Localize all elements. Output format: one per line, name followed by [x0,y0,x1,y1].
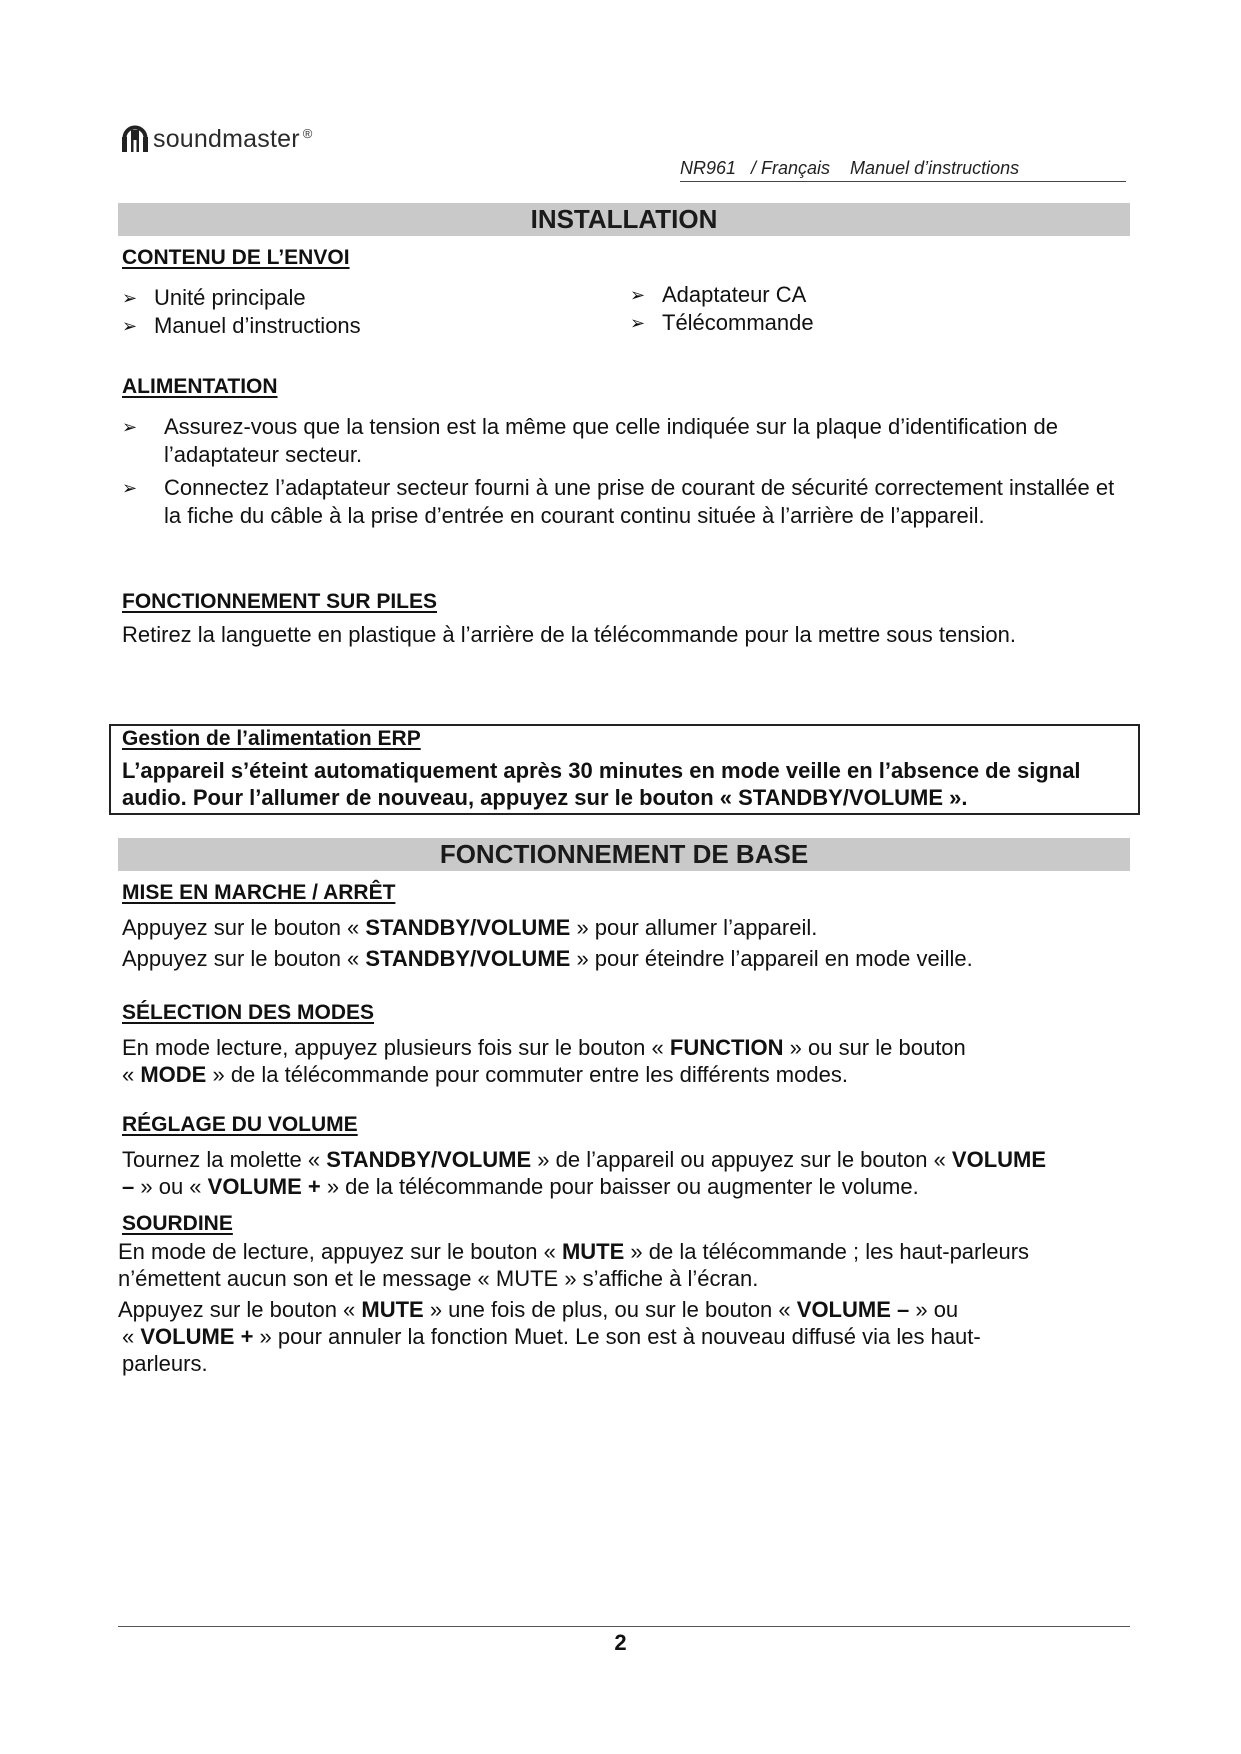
brand-name: soundmaster [153,125,300,153]
mute-line-2: n’émettent aucun son et le message « MUTE » s’affiche à l’écran. [118,1266,759,1291]
heading-erp: Gestion de l’alimentation ERP [122,727,421,750]
arrow-bullet-icon: ➢ [122,478,138,498]
list-item: ➢ Assurez-vous que la tension est la même que celle indiquée sur la plaque d’identification de l’adaptateur secteur. [122,414,1058,467]
contents-list-left [122,284,361,340]
on-off-line-1: Appuyez sur le bouton « STANDBY/VOLUME » pour allumer l’appareil. [122,915,818,940]
brand-logo [120,124,312,154]
contents-list-right [630,281,814,337]
heading-volume: RÉGLAGE DU VOLUME [122,1113,358,1136]
page-number: 2 [614,1630,627,1655]
mute-line-5: parleurs. [122,1351,208,1376]
battery-text: Retirez la languette en plastique à l’arrière de la télécommande pour la mettre sous tension. [122,622,1016,647]
section-title-installation: INSTALLATION [118,203,1130,236]
volume-line-2: – » ou « VOLUME + » de la télécommande pour baisser ou augmenter le volume. [122,1174,919,1199]
mute-line-3: Appuyez sur le bouton « MUTE » une fois de plus, ou sur le bouton « VOLUME – » ou [118,1297,959,1322]
heading-on-off: MISE EN MARCHE / ARRÊT [122,881,396,904]
list-item: ➢ Connectez l’adaptateur secteur fourni à une prise de courant de sécurité correctement installée et la fiche du câble à la prise d’entrée en courant continu située à l’arrière de l’appareil. [122,475,1115,528]
mute-line-1: En mode de lecture, appuyez sur le bouton « MUTE » de la télécommande ; les haut-parleurs [118,1239,1030,1264]
registered-mark: ® [302,126,313,141]
volume-line-1: Tournez la molette « STANDBY/VOLUME » de l’appareil ou appuyez sur le bouton « VOLUME [122,1147,1047,1172]
erp-text: L’appareil s’éteint automatiquement après 30 minutes en mode veille en l’absence de signal audio. Pour l’allumer de nouveau, appuyez sur le bouton « STANDBY/VOLUME ». [122,758,1081,810]
heading-mute: SOURDINE [122,1212,233,1235]
list-item: ➢ Manuel d’instructions [122,313,361,338]
list-item: ➢ Télécommande [630,310,814,335]
heading-battery: FONCTIONNEMENT SUR PILES [122,590,438,613]
on-off-line-2: Appuyez sur le bouton « STANDBY/VOLUME » pour éteindre l’appareil en mode veille. [122,946,973,971]
heading-contents: CONTENU DE L’ENVOI [122,246,350,269]
arrow-bullet-icon: ➢ [630,313,646,333]
list-item: ➢ Unité principale [122,285,306,310]
modes-line-1: En mode lecture, appuyez plusieurs fois sur le bouton « FUNCTION » ou sur le bouton [122,1035,966,1060]
arrow-bullet-icon: ➢ [630,285,646,305]
arrow-bullet-icon: ➢ [122,288,138,308]
modes-line-2: « MODE » de la télécommande pour commuter entre les différents modes. [122,1062,848,1087]
arrow-bullet-icon: ➢ [122,417,138,437]
arrow-bullet-icon: ➢ [122,316,138,336]
heading-power: ALIMENTATION [122,375,278,398]
list-item: ➢ Adaptateur CA [630,282,807,307]
heading-modes: SÉLECTION DES MODES [122,1001,375,1024]
footer-divider [118,1626,1130,1627]
document-reference: NR961 / Français Manuel d’instructions [680,158,1126,182]
soundmaster-logo-icon [120,124,150,154]
section-title-basic: FONCTIONNEMENT DE BASE [118,838,1130,871]
mute-line-4: « VOLUME + » pour annuler la fonction Muet. Le son est à nouveau diffusé via les haut- [122,1324,981,1349]
